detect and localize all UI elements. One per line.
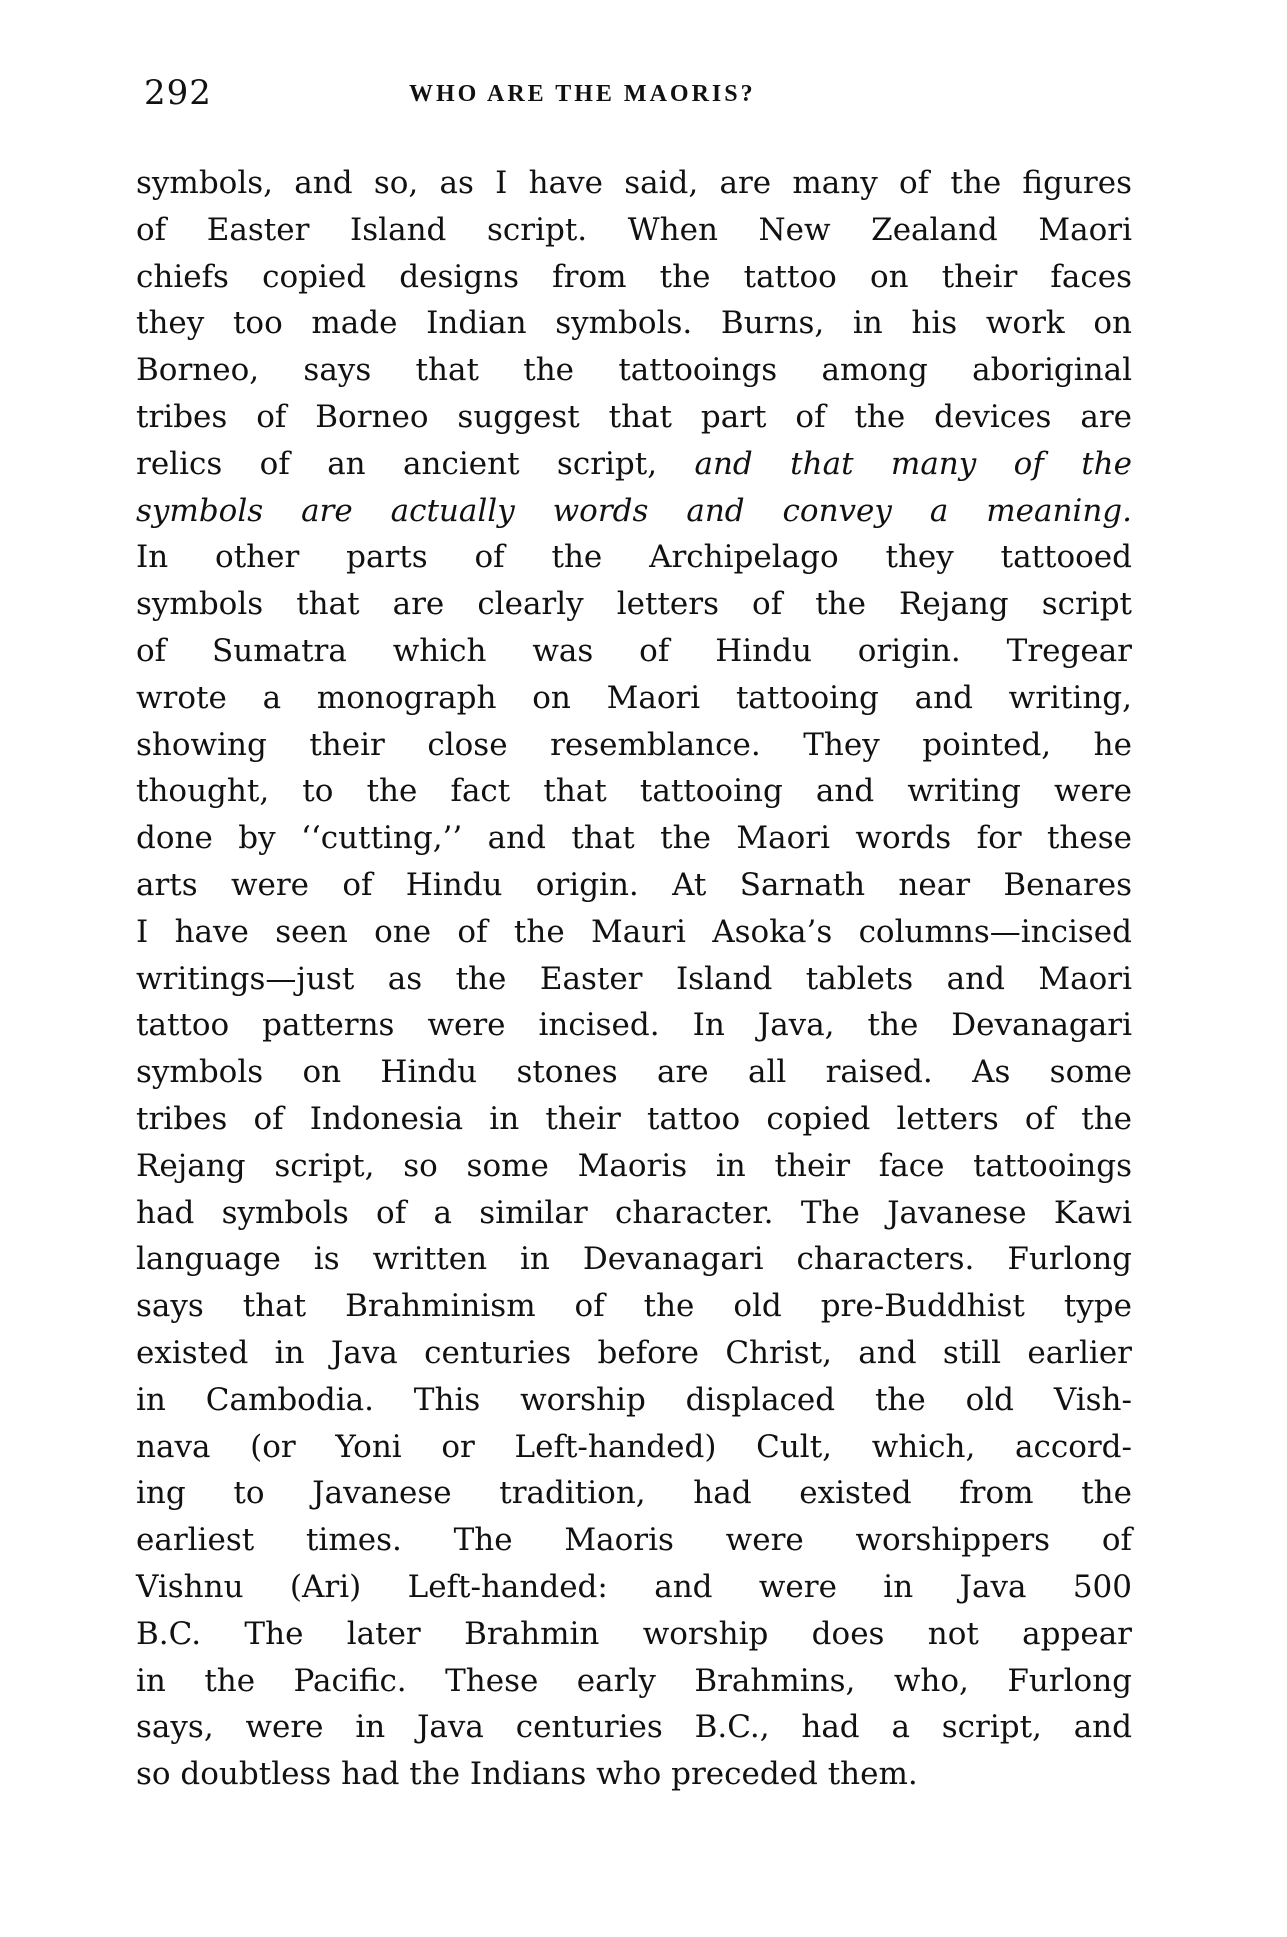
text-line: symbols on Hindu stones are all raised. As some <box>136 1054 1132 1091</box>
text-line: ing to Javanese tradition, had existed from the <box>136 1475 1132 1512</box>
page-header <box>144 68 1134 128</box>
text-line: says, were in Java centuries B.C., had a script, and <box>136 1709 1132 1746</box>
text-line: nava (or Yoni or Left-handed) Cult, which, accord- <box>136 1428 1132 1465</box>
text-line: in Cambodia. This worship displaced the old Vish- <box>136 1381 1132 1418</box>
page-number: 292 <box>144 73 212 113</box>
text-line: of Sumatra which was of Hindu origin. Tregear <box>136 632 1132 669</box>
text-line: wrote a monograph on Maori tattooing and writing, <box>136 679 1132 716</box>
text-line: in the Pacific. These early Brahmins, who, Furlong <box>136 1662 1132 1699</box>
text-line: In other parts of the Archipelago they tattooed <box>136 539 1132 576</box>
text-line: had symbols of a similar character. The Javanese Kawi <box>136 1194 1132 1231</box>
text-line: of Easter Island script. When New Zealand Maori <box>136 211 1132 248</box>
text-line: tribes of Indonesia in their tattoo copied letters of the <box>136 1100 1132 1137</box>
text-line: chiefs copied designs from the tattoo on their faces <box>136 258 1132 295</box>
text-line: Vishnu (Ari) Left-handed: and were in Java 500 <box>136 1568 1132 1605</box>
text-line: symbols, and so, as I have said, are many of the figures <box>136 165 1132 201</box>
running-head: WHO ARE THE MAORIS? <box>409 81 756 107</box>
italic-text-run: symbols are actually words and convey a meaning. <box>136 492 1132 529</box>
text-line: symbols that are clearly letters of the Rejang script <box>136 586 1132 623</box>
text-line: says that Brahminism of the old pre-Buddhist type <box>136 1288 1132 1325</box>
body-text <box>136 160 1132 1798</box>
text-line: existed in Java centuries before Christ, and still earlier <box>136 1334 1132 1371</box>
text-line: tattoo patterns were incised. In Java, the Devanagari <box>136 1007 1132 1044</box>
text-line <box>136 441 1132 488</box>
text-line: they too made Indian symbols. Burns, in his work on <box>136 305 1132 342</box>
text-line: writings—just as the Easter Island tablets and Maori <box>136 960 1132 997</box>
text-line: tribes of Borneo suggest that part of the devices are <box>136 398 1132 435</box>
text-line: so doubtless had the Indians who preceded them. <box>136 1756 918 1793</box>
text-line: showing their close resemblance. They pointed, he <box>136 726 1132 763</box>
text-line <box>136 488 1132 535</box>
text-line: language is written in Devanagari characters. Furlong <box>136 1241 1132 1278</box>
text-run: relics of an ancient script, <box>136 445 695 482</box>
text-line: Rejang script, so some Maoris in their face tattooings <box>136 1147 1132 1184</box>
text-line: done by ‘‘cutting,’’ and that the Maori words for these <box>136 820 1132 857</box>
text-line: I have seen one of the Mauri Asoka’s columns—incised <box>136 913 1132 950</box>
text-line: Borneo, says that the tattooings among aboriginal <box>136 352 1132 389</box>
text-line: B.C. The later Brahmin worship does not appear <box>136 1615 1132 1652</box>
text-line: thought, to the fact that tattooing and writing were <box>136 773 1132 810</box>
text-line: earliest times. The Maoris were worshippers of <box>136 1522 1132 1559</box>
text-line: arts were of Hindu origin. At Sarnath near Benares <box>136 866 1132 903</box>
italic-text-run: and that many of the <box>694 445 1132 482</box>
